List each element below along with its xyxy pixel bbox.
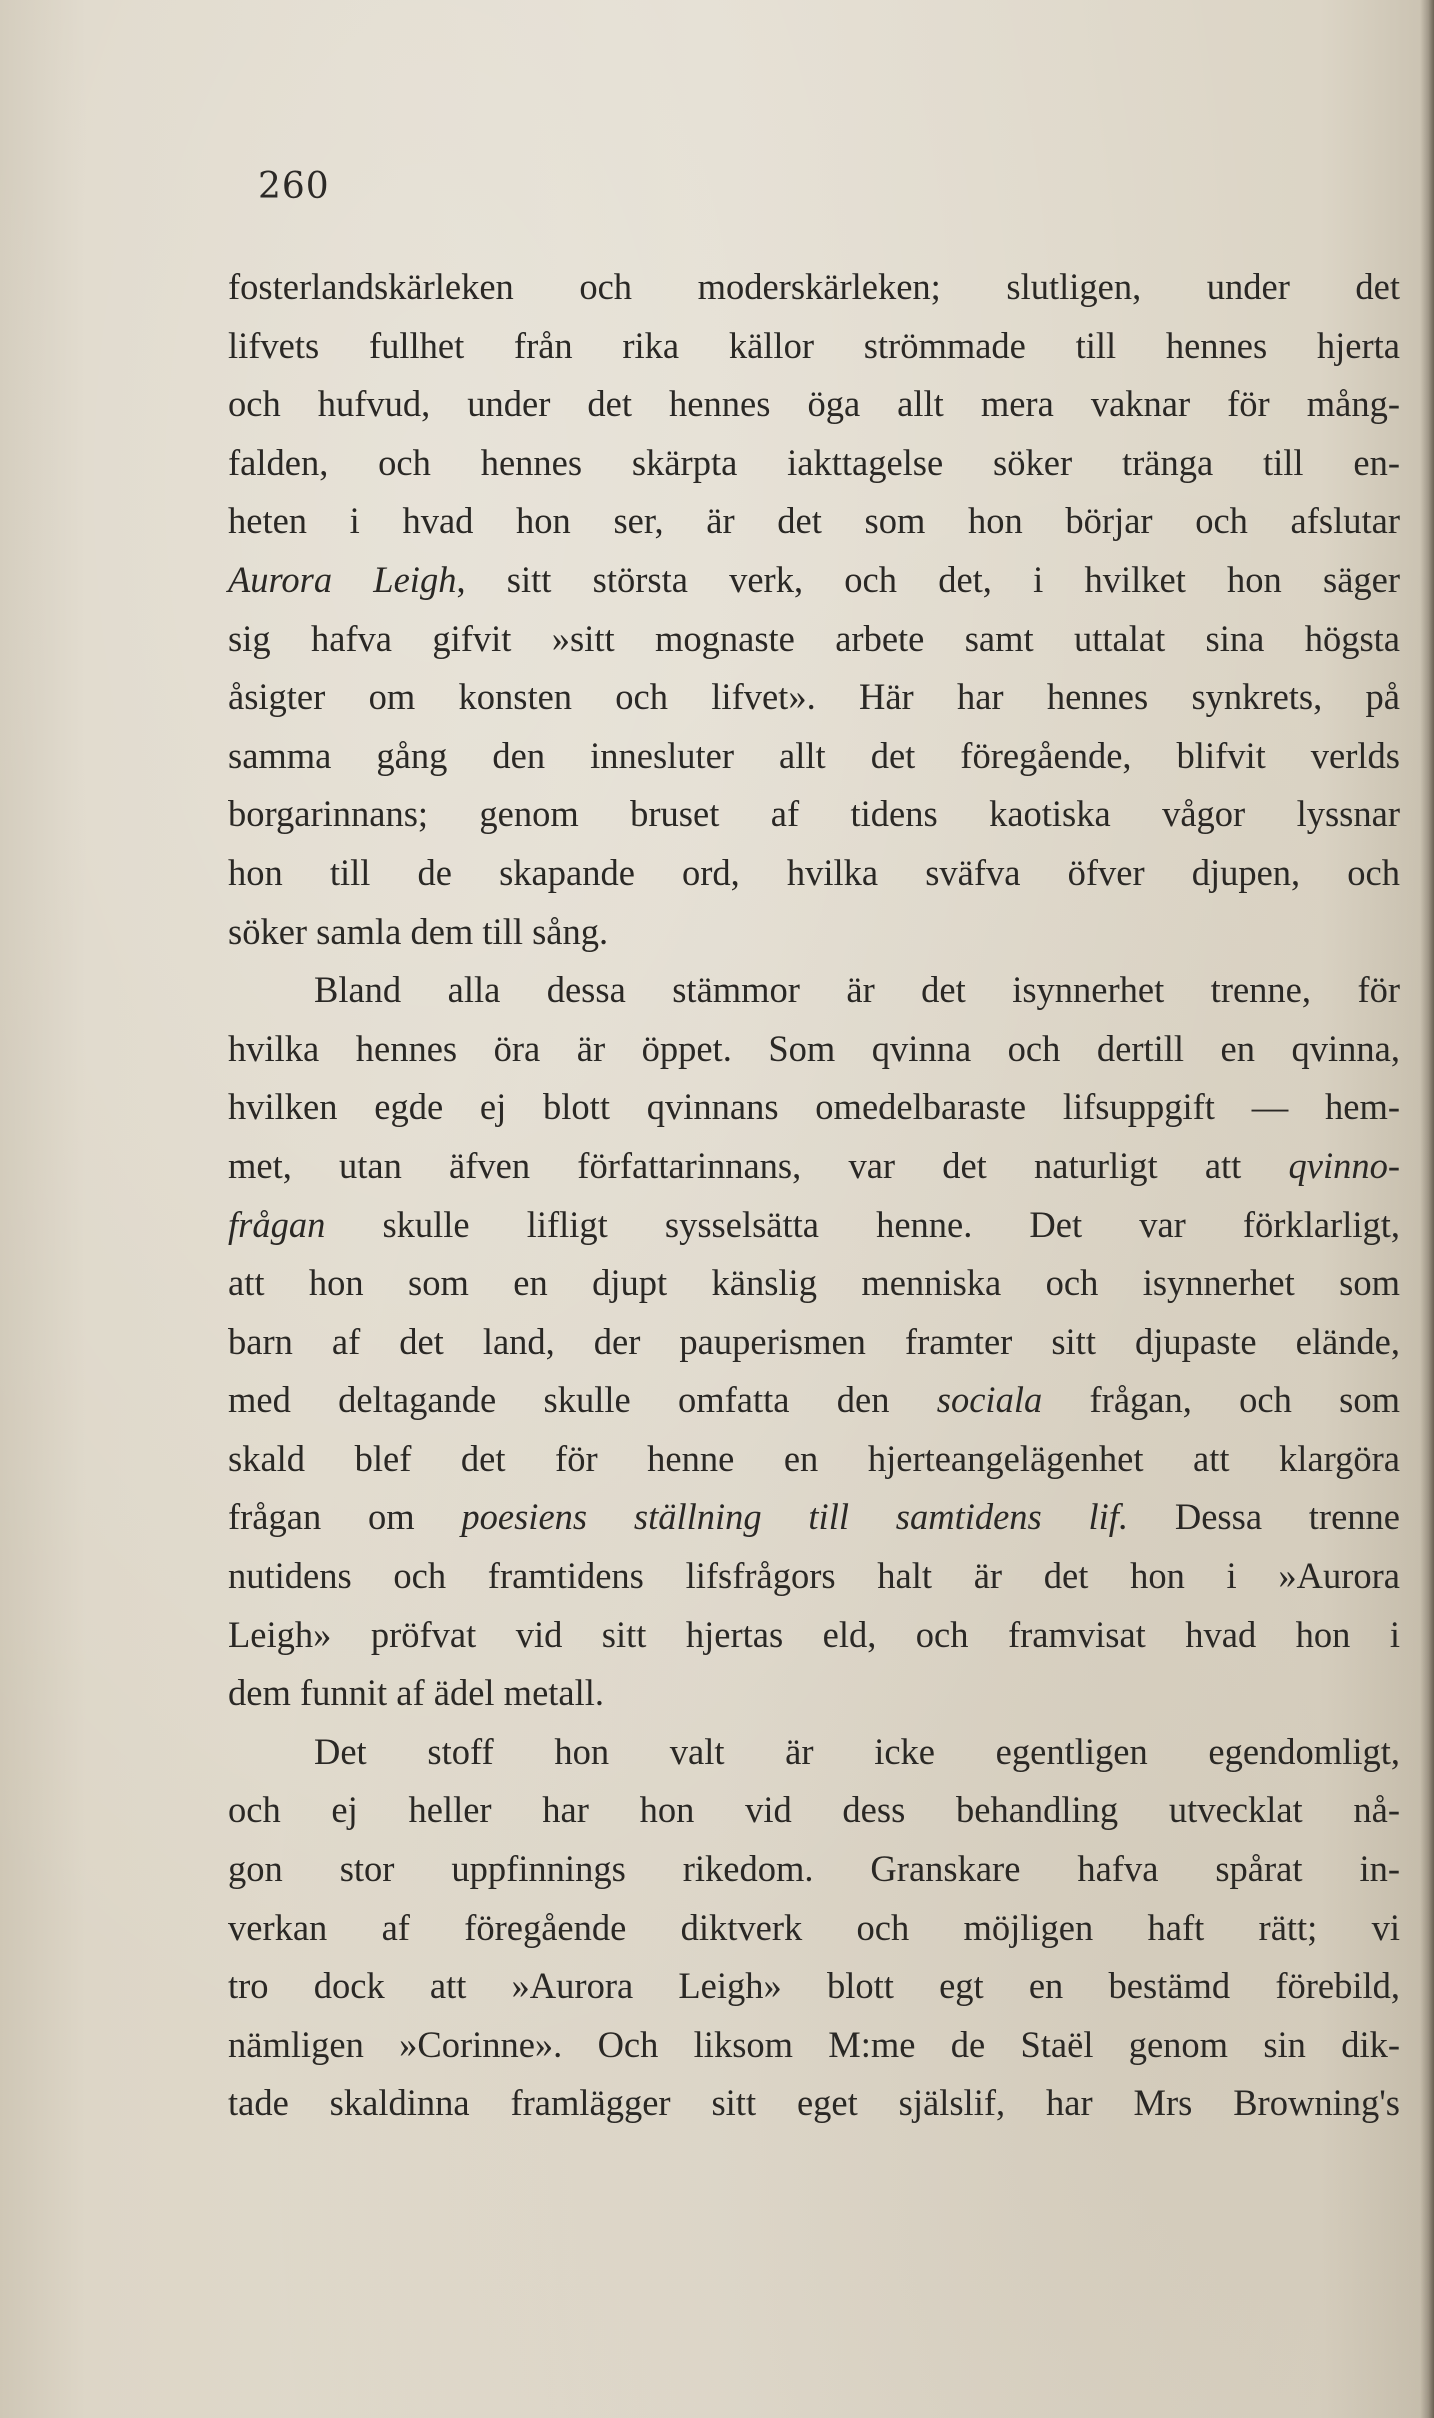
text-segment: skulle lifligt sysselsätta henne. Det var förklarligt, [325, 1203, 1400, 1245]
text-line [228, 1254, 1400, 1313]
text-line [228, 844, 1400, 903]
text-line [228, 1196, 1400, 1255]
text-segment: att hon som en djupt känslig menniska och isynnerhet som [228, 1262, 1400, 1304]
text-segment: barn af det land, der pauperismen framter sitt djupaste elände, [228, 1320, 1400, 1362]
page-edge-shadow [1420, 0, 1434, 2418]
text-segment: frågan, och som [1042, 1379, 1400, 1421]
text-segment: frågan om [228, 1496, 462, 1538]
page-number: 260 [258, 166, 330, 207]
text-line [228, 1547, 1400, 1606]
text-segment: , sitt största verk, och det, i hvilket hon säger [456, 558, 1400, 600]
text-line [228, 1020, 1400, 1079]
italic-text: poesiens ställning till samtidens lif. [461, 1496, 1129, 1538]
text-segment: borgarinnans; genom bruset af tidens kaotiska vågor lyssnar [228, 793, 1400, 835]
text-segment: Dessa trenne [1128, 1496, 1400, 1538]
text-segment: lifvets fullhet från rika källor strömmade till hennes hjerta [228, 324, 1400, 366]
text-line [228, 1137, 1400, 1196]
text-line [228, 434, 1400, 493]
text-line [228, 727, 1400, 786]
text-segment: åsigter om konsten och lifvet». Här har hennes synkrets, på [228, 676, 1400, 718]
text-segment: nämligen »Corinne». Och liksom M:me de Staël genom sin dik- [228, 2023, 1400, 2065]
text-segment: fosterlandskärleken och moderskärleken; slutligen, under det [228, 266, 1400, 307]
text-segment: tade skaldinna framlägger sitt eget själslif, har Mrs Browning's [228, 2082, 1400, 2124]
text-line [228, 1664, 1400, 1723]
italic-text: sociala [936, 1379, 1043, 1421]
italic-text: qvinno- [1288, 1144, 1400, 1186]
text-line [228, 492, 1400, 551]
text-segment: falden, och hennes skärpta iakttagelse söker tränga till en- [228, 441, 1400, 483]
italic-text: frågan [228, 1203, 326, 1245]
text-segment: sig hafva gifvit »sitt mognaste arbete samt uttalat sina högsta [228, 617, 1400, 659]
text-line [228, 1957, 1400, 2016]
text-line [228, 1371, 1400, 1430]
text-segment: med deltagande skulle omfatta den [228, 1379, 937, 1421]
text-line [228, 375, 1400, 434]
text-segment: söker samla dem till sång. [228, 910, 609, 952]
text-line [228, 1840, 1400, 1899]
text-segment: samma gång den innesluter allt det föregående, blifvit verlds [228, 734, 1400, 776]
text-segment: heten i hvad hon ser, är det som hon börjar och afslutar [228, 500, 1400, 542]
text-segment: met, utan äfven författarinnans, var det naturligt att [228, 1144, 1289, 1186]
text-line [228, 610, 1400, 669]
text-segment: hvilken egde ej blott qvinnans omedelbaraste lifsuppgift — hem- [228, 1086, 1400, 1128]
text-line [228, 1488, 1400, 1547]
text-line [228, 258, 1400, 317]
text-line [228, 1781, 1400, 1840]
text-line [228, 1078, 1400, 1137]
text-segment: och hufvud, under det hennes öga allt mera vaknar för mång- [228, 383, 1400, 425]
text-line [228, 668, 1400, 727]
text-segment: verkan af föregående diktverk och möjligen haft rätt; vi [228, 1906, 1400, 1948]
italic-text: Aurora Leigh [228, 558, 457, 600]
text-segment: nutidens och framtidens lifsfrågors halt är det hon i »Aurora [228, 1555, 1400, 1597]
text-line [228, 1313, 1400, 1372]
text-segment: skald blef det för henne en hjerteangelägenhet att klargöra [228, 1437, 1400, 1479]
text-segment: Det stoff hon valt är icke egentligen egendomligt, [314, 1730, 1400, 1772]
text-segment: hon till de skapande ord, hvilka sväfva öfver djupen, och [228, 851, 1400, 893]
text-line [228, 2016, 1400, 2075]
text-line [228, 1723, 1400, 1782]
text-segment: dem funnit af ädel metall. [228, 1672, 605, 1714]
text-line [228, 1606, 1400, 1665]
text-segment: Leigh» pröfvat vid sitt hjertas eld, och framvisat hvad hon i [228, 1613, 1400, 1655]
text-segment: tro dock att »Aurora Leigh» blott egt en bestämd förebild, [228, 1965, 1400, 2007]
text-segment: och ej heller har hon vid dess behandling utvecklat nå- [228, 1789, 1400, 1831]
text-line [228, 1430, 1400, 1489]
text-line [228, 551, 1400, 610]
text-line [228, 785, 1400, 844]
text-segment: gon stor uppfinnings rikedom. Granskare hafva spårat in- [228, 1848, 1400, 1890]
text-line [228, 1899, 1400, 1958]
text-segment: Bland alla dessa stämmor är det isynnerhet trenne, för [314, 969, 1400, 1011]
text-line [228, 317, 1400, 376]
text-line [228, 961, 1400, 1020]
body-text [228, 258, 1400, 2133]
text-line [228, 2074, 1400, 2133]
text-line [228, 903, 1400, 962]
text-segment: hvilka hennes öra är öppet. Som qvinna och dertill en qvinna, [228, 1027, 1400, 1069]
